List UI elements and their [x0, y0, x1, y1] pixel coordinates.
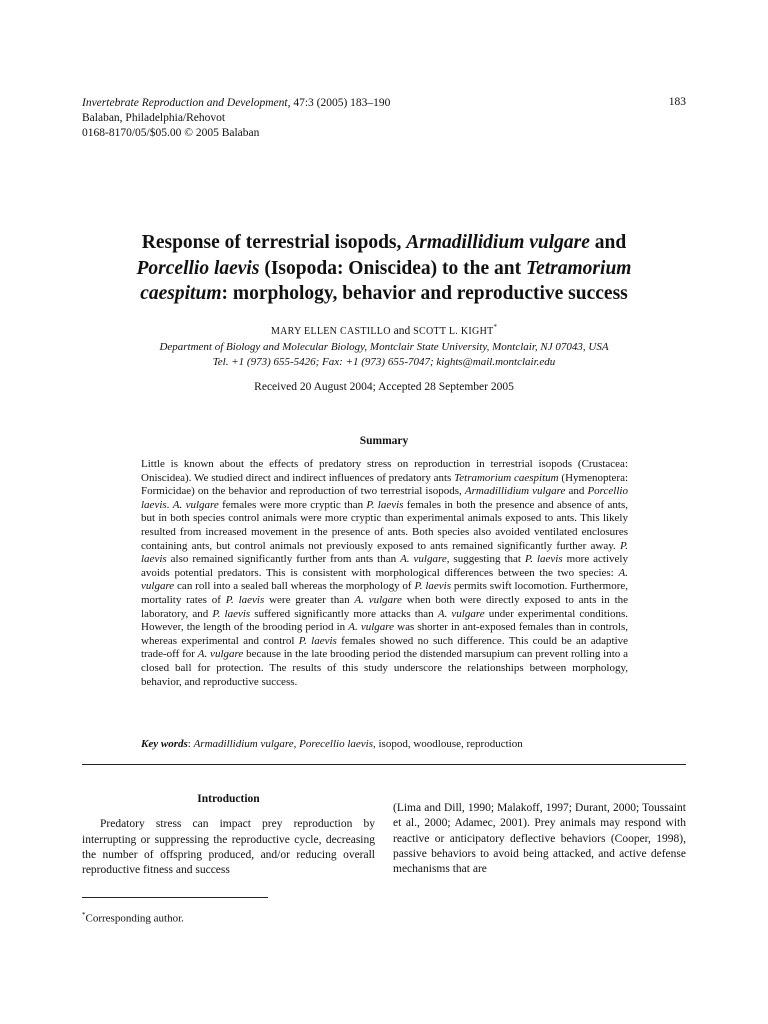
keywords-label: Key words — [141, 738, 188, 750]
affiliation — [82, 340, 686, 369]
introduction-continuation: (Lima and Dill, 1990; Malakoff, 1997; Durant, 2000; Toussaint et al., 2000; Adamec, 2001). Prey animals may respond with reactive or anticipatory deflective behaviors (Cooper, 1998), passive behaviors to avoid being attacked, and active defense mechanisms that are — [393, 802, 686, 876]
received-dates: Received 20 August 2004; Accepted 28 September 2005 — [254, 381, 514, 393]
running-header-citation — [82, 96, 390, 111]
keywords-terms: , isopod, woodlouse, reproduction — [373, 738, 523, 750]
citation-details: , 47:3 (2005) 183–190 — [287, 97, 391, 109]
corresponding-mark: * — [493, 323, 498, 331]
page-number: 183 — [668, 96, 686, 108]
introduction-paragraph: Predatory stress can impact prey reproduction by interrupting or suppressing the reproductive cycle, decreasing the number of offspring produced, and/or reducing overall reproductive fitness and success — [82, 818, 375, 877]
introduction-heading: Introduction — [197, 793, 260, 805]
journal-name: Invertebrate Reproduction and Development — [82, 97, 288, 109]
keywords-line: Key words: Armadillidium vulgare, Porecellio laevis, isopod, woodlouse, reproduction — [141, 738, 523, 750]
right-column — [393, 801, 686, 877]
footnote-mark: * — [82, 911, 86, 919]
affiliation-contact: Tel. +1 (973) 655-5426; Fax: +1 (973) 655-7047; kights@mail.montclair.edu — [212, 355, 556, 368]
footnote-rule — [82, 897, 268, 898]
summary-text: Little is known about the effects of predatory stress on reproduction in terrestrial isopods (Crustacea: Oniscidea). We studied direct and indirect influences of predatory ants Tetramorium caespitum (Hymenoptera: Formicidae) on the behavior and reproduction of two terrestrial isopods, Armadillidium vulgare and Porcellio laevis. A. vulgare females were more cryptic than P. laevis females in both the presence and absence of ants, but in both species control animals were more cryptic than experimental animals exposed to ants. This likely resulted from increased movement in the presence of ants. Both species also avoided ventilated enclosures containing ants, but control animals not previously exposed to ants remained significantly further away. P. laevis also remained significantly further from ants than A. vulgare, suggesting that P. laevis more actively avoids potential predators. This is consistent with morphological differences between the two species: A. vulgare can roll into a sealed ball whereas the morphology of P. laevis permits swift locomotion. Furthermore, mortality rates of P. laevis were greater than A. vulgare when both were directly exposed to ants in the laboratory, and P. laevis suffered significantly more attacks than A. vulgare under experimental conditions. However, the length of the brooding period in A. vulgare was shorter in ant-exposed females than in controls, whereas experimental and control P. laevis females showed no such difference. This could be an adaptive trade-off for A. vulgare because in the late brooding period the distended marsupium can prevent rolling into a closed ball for protection. The results of this study underscore the relationships between morphology, behavior, and reproductive success. — [141, 458, 629, 688]
footnote — [82, 911, 184, 925]
paper-title: Response of terrestrial isopods, Armadillidium vulgare and Porcellio laevis (Isopoda: Oniscidea) to the ant Tetramorium caespitum: morphology, behavior and reproductive success — [136, 232, 632, 304]
affiliation-address: Department of Biology and Molecular Biology, Montclair State University, Montclair, NJ 07043, USA — [159, 341, 609, 353]
left-column — [82, 792, 375, 878]
keywords-species: Armadillidium vulgare, Porecellio laevis — [193, 738, 373, 750]
footnote-text: Corresponding author. — [85, 912, 184, 925]
author-name: MARY ELLEN CASTILLO — [270, 325, 391, 337]
section-divider — [82, 764, 686, 765]
author-list: MARY ELLEN CASTILLO and SCOTT L. KIGHT* — [270, 323, 498, 337]
publisher-line: Balaban, Philadelphia/Rehovot — [82, 112, 226, 124]
author-name: SCOTT L. KIGHT — [413, 325, 494, 337]
summary-heading: Summary — [359, 435, 409, 447]
issn-line: 0168-8170/05/$05.00 © 2005 Balaban — [82, 127, 260, 139]
